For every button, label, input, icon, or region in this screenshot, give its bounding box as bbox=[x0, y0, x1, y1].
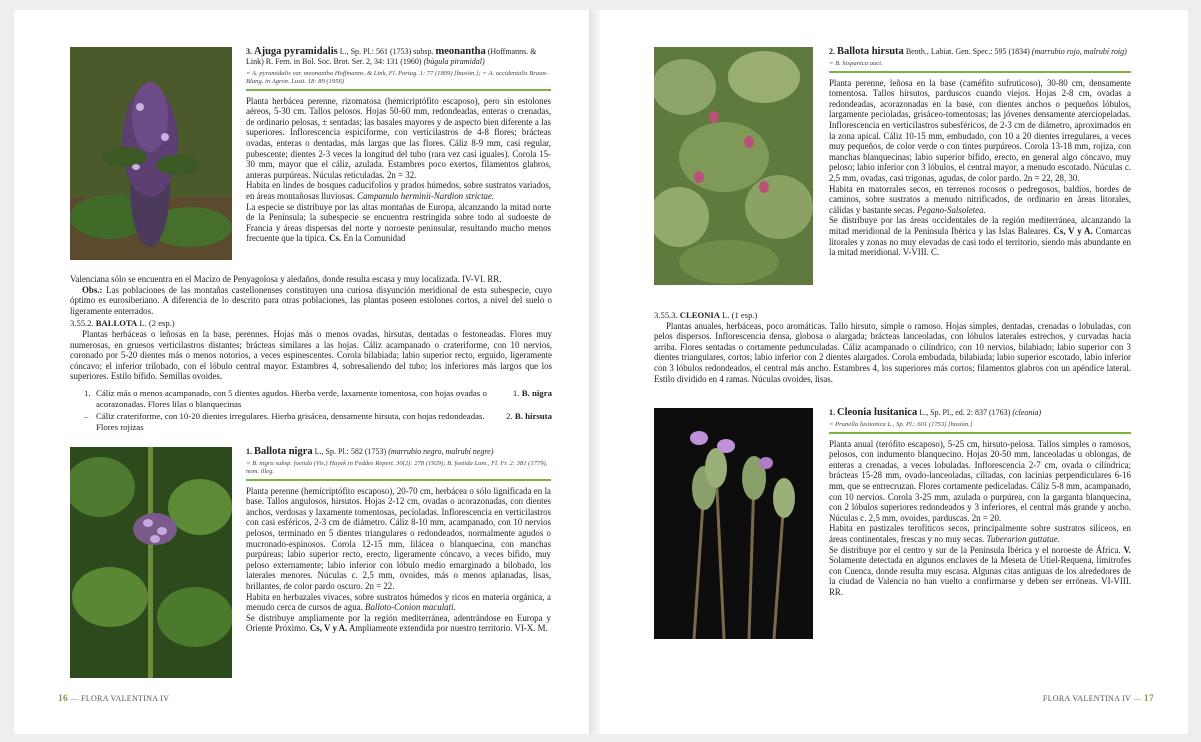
description: Planta anual (terófito escaposo), 5-25 cm, hirsuto-pelosa. Tallos simples o ramosos, pelosos, con indumento blanquecino. Hojas 20-50 mm, lanceoladas u oblongas, de enteras a crenadas, a veces lobuladas. Inflorescencia 2-7 cm, ovada o cilíndrica; brácteas 15-28 mm, ovado-lanceoladas, ciliadas, con lacinias perpendiculares 6-16 mm, que se entrecruzan. Flores cortamente pediceladas. Cáliz 5-8 mm, acampanado, con 10 nervios. Corola 3-25 mm, azulada o purpúrea, con la garganta blanquecina, con 2 lóbulos superiores redondeados y 3 inferiores, el central más grande y ancho. Núculas c. 2,5 mm, ovoides, parduscas. 2n = 20. bbox=[829, 438, 1131, 523]
cleonia-genus bbox=[654, 310, 1131, 384]
description: Planta herbácea perenne, rizomatosa (hemicriptófito escaposo), pero sin estolones aéreos, 5-30 cm. Tallos pelosos. Hojas 50-60 mm, redondeadas, enteras o crenadas, de ordinario pelosas, ± sentadas; las basales mayores y de aspecto bien diferente a las superiores. Inflorescencia espiciforme, con verticilastros de 4-8 flores; brácteas ovadas, enteras o dentadas, más largas que las flores. Cáliz 8-9 mm, casi regular, pubescente; dientes 2-3 veces la longitud del tubo (rara vez casi iguales). Corola 15-30 mm, mayor que el cáliz, azulada. Estambres poco exertos, filamentos glabros, anteras purpúreas. Núculas reticuladas. 2n = 32. bbox=[246, 95, 551, 180]
running-title: FLORA VALENTINA IV bbox=[81, 694, 170, 703]
synonyms: = Prunella lusitanica L., Sp. Pl.: 601 (1753) [basión.] bbox=[829, 421, 973, 428]
ballota-nigra-entry bbox=[246, 447, 551, 634]
subspecies-authority: (Hoffmanns. & Link) R. Fern. in Bol. Soc. Brot. Ser. 2, 34: 131 (1960) bbox=[246, 47, 537, 66]
species-name: Cleonia lusitanica bbox=[837, 407, 918, 418]
green-rule bbox=[829, 432, 1131, 434]
distribution: Se distribuye por las áreas occidentales de la región mediterránea, alcanzando la mitad meridional de la Península Ibérica y las Islas Baleares. Cs, V y A. Comarcas litorales y zonas no muy elevadas de casi todo el territorio, siendo más abundante en la mitad meridional. V-VIII. C. bbox=[829, 215, 1132, 258]
species-authority: L., Sp. Pl., ed. 2: 837 (1763) bbox=[919, 408, 1011, 417]
page-number: 16 bbox=[58, 694, 69, 704]
species-authority: L., Sp. Pl.: 561 (1753) subsp. bbox=[339, 47, 434, 56]
book-gutter bbox=[589, 10, 600, 734]
running-title: FLORA VALENTINA IV bbox=[1042, 694, 1131, 703]
green-rule bbox=[246, 89, 551, 91]
synonyms: = B. hispanica auct. bbox=[829, 60, 883, 67]
habitat: Habita en pastizales terofíticos secos, principalmente sobre sustratos silíceos, en áreas continentales, frescas y no muy secas. Tuberarion guttatae. bbox=[829, 523, 1131, 544]
cleonia-lusitanica-entry bbox=[829, 408, 1131, 598]
species-name: Ajuga pyramidalis bbox=[254, 46, 338, 57]
vernacular-name: (búgula piramidal) bbox=[423, 57, 485, 66]
species-number: 2. bbox=[829, 47, 835, 56]
species-authority: L., Sp. Pl.: 582 (1753) bbox=[314, 447, 387, 456]
distribution: Se distribuye por el centro y sur de la Península Ibérica y el noroeste de África. V. Solamente detectada en algunos enclaves de la Meseta de Utiel-Requena, limítrofes con Cuenca, donde resulta muy escasa. Algunas citas antiguas de los alrededores de la ciudad de Valencia no han vuelto a confirmarse y deben ser erróneas. VI-VIII. RR. bbox=[829, 544, 1131, 597]
synonyms: = A. pyramidalis var. meonantha Hoffmanns. & Link, Fl. Portug. 1: 77 (1809) [basión.]; = A. occidentalis Braun-Blang. in Agron. Lusit. 18: 89 (1956) bbox=[246, 70, 548, 85]
species-name: Ballota nigra bbox=[254, 446, 313, 457]
vernacular-name: (marrubio negro, malrubí negre) bbox=[388, 447, 494, 456]
key-couplet: 1. Cáliz más o menos acampanado, con 5 dientes agudos. Hierba verde, laxamente tomentosa, con hojas ovadas o acorazonadas. Flores lilas o blanquecinas 1. B. nigra bbox=[84, 387, 552, 409]
distribution: La especie se distribuye por las altas montañas de Europa, alcanzando la mitad norte de la Península; la subespecie se encuentra restringida sobre todo al sudoeste de Francia y áreas dispersas del norte y noroeste peninsular, resultando mucho menos frecuente que la típica. Cs. En la Comunidad bbox=[246, 201, 551, 244]
key-couplet: – Cáliz crateriforme, con 10-20 dientes irregulares. Hierba grisácea, densamente hirsuta, con hojas redondeadas. Flores rojizas 2. B. hirsuta bbox=[84, 411, 552, 432]
ballota-hirsuta-photo bbox=[654, 47, 813, 285]
vernacular-name: (marrubio rojo, malrubí roig) bbox=[1031, 47, 1127, 56]
species-number: 1. bbox=[829, 408, 835, 417]
cleonia-photo bbox=[654, 408, 813, 639]
ajuga-entry bbox=[246, 47, 551, 244]
distribution: Se distribuye ampliamente por la región mediterránea, adentrándose en Europa y Oriente Próximo. Cs, V y A. Ampliamente extendida por nuestro territorio. VI-X. M. bbox=[246, 612, 551, 634]
page-number: 17 bbox=[1143, 694, 1154, 704]
genus-heading: 3.55.3. CLEONIA L. (1 esp.) bbox=[654, 310, 758, 320]
species-name: Ballota hirsuta bbox=[837, 46, 904, 57]
page-footer: 16 — FLORA VALENTINA IV bbox=[58, 694, 170, 704]
genus-description: Plantas anuales, herbáceas, poco aromáticas. Tallo hirsuto, simple o ramoso. Hojas simples, dentadas, crenadas o lobuladas, con pelos dispersos. Inflorescencia densa, globosa o alargada; brácteas lanceoladas, con lóbulos laterales estrechos, y curvadas hacia arriba. Flores sentadas o cortamente pedunculadas. Cáliz acampanado o cilíndrico, con 10 nervios, bilabiado; labio superior con 3 dientes triangulares, cortos; labio inferior con 2 dientes alargados. Corola embudada, bilabiada; labio superior escotado, labio inferior con 3 lóbulos redondeados, el central más ancho. Estambres 4, los superiores más cortos; filamentos glabros con un apéndice lateral. Estilo dividido en 4 ramas. Núculas ovoides, lisas. bbox=[654, 320, 1131, 384]
green-rule bbox=[246, 479, 551, 481]
genus-heading: 3.55.2. BALLOTA L. (2 esp.) bbox=[70, 318, 175, 329]
green-rule bbox=[829, 71, 1131, 73]
habitat: Habita en lindes de bosques caducifolios y prados húmedos, sobre sustratos variados, en áreas montañosas lluviosas. Campanulo herminii-Nardion strictae. bbox=[246, 180, 551, 201]
observations: Obs.: Las poblaciones de las montañas castellonenses constituyen una curiosa disyunción meridional de esta subespecie, cuyo óptimo es eurosiberiano. A diferencia de lo descrito para otras poblaciones, las plantas poseen estolones cortos, a nivel del suelo o ligeramente enterrados. bbox=[70, 284, 552, 316]
ballota-hirsuta-entry bbox=[829, 47, 1131, 258]
ballota-nigra-photo bbox=[70, 447, 232, 678]
ajuga-photo bbox=[70, 47, 232, 260]
right-page bbox=[600, 10, 1188, 734]
left-page bbox=[14, 10, 589, 734]
identification-key bbox=[84, 388, 552, 432]
synonyms: = B. nigra subsp. foetida (Vis.) Hayek in Feddes Repert. 30(2): 278 (1929); B. foetida Lam., Fl. Fr. 2: 381 (1779), nom. illeg. bbox=[246, 460, 548, 475]
habitat: Habita en matorrales secos, en terrenos rocosos o pedregosos, baldíos, bordes de caminos, sobre sustratos a menudo nitrificados, de ordinario en áreas litorales, cálidas y bastante secas. Pegano-Salsoletea. bbox=[829, 183, 1131, 215]
description: Planta perenne (hemicriptófito escaposo), 20-70 cm, herbácea o sólo lignificada en la base. Tallos angulosos, hirsutos. Hojas 2-12 cm, ovadas o acorazonadas, con dientes anchos, verdosas y laxamente tomentosas, pecioladas. Inflorescencia en verticilastros con casi esféricos, 2-3 cm de diámetro. Cáliz 8-10 mm, acampanado, con 10 nervios pelosos, terminado en 5 dientes triangulares o redondeados, normalmente agudos o mucronado-espinosos. Corola 12-15 mm, lilácea o blanquecina, con manchas purpúreas; labio superior recto, erecto, ligeramente cóncavo, a veces bífido, muy peloso externamente; labio inferior con lóbulo medio emarginado a bilobado, los laterales menores. Núculas c. 2,5 mm, ovoides, más o menos aplanadas, lisas, brillantes, de color pardo oscuro. 2n = 22. bbox=[246, 485, 551, 591]
page-footer: FLORA VALENTINA IV — 17 bbox=[1042, 694, 1154, 704]
genus-description: Plantas herbáceas o leñosas en la base, perennes. Hojas más o menos ovadas, hirsutas, dentadas o festoneadas. Flores muy numerosas, en gruesos verticilastros distantes; brácteas similares a las hojas. Cáliz acampanado o crateriforme, con 10 nervios, coronado por 5-20 dientes más o menos notorios, a veces espinescentes. Corola bilabiada; labio superior recto, erguido, ligeramente cóncavo; el inferior trilobado, con el lóbulo central mayor. Estambres 4, sobresaliendo del tubo; los inferiores más largos que los superiores. Estilo bífido. Semillas ovoides. bbox=[70, 328, 552, 382]
species-number: 1. bbox=[246, 447, 252, 456]
ajuga-continuation bbox=[70, 274, 552, 432]
species-number: 3. bbox=[246, 47, 252, 56]
subspecies-name: meonantha bbox=[435, 46, 486, 57]
description: Planta perenne, leñosa en la base (caméfito sufruticoso), 30-80 cm, densamente tomentosa. Tallos hirsutos, parduscos cuando viejos. Hojas 2-8 cm, ovadas a redondeadas, acorazonadas en la base, con dientes anchos o pequeños lóbulos, largamente pecioladas, grisáceo-tomentosas; las jóvenes densamente aterciopeladas. Inflorescencia en verticilastros subesféricos, de 2-3 cm de diámetro, aproximados en la zona apical. Cáliz 10-15 mm, embudado, con 10 a 20 dientes irregulares, a veces muy pequeños, de color verde o con tintes purpúreos. Corola 13-18 mm, rojiza, con manchas blanquecinas; labio superior bífido, erecto, en general algo cóncavo, muy peloso; labio inferior con 3 lóbulos, el central mayor, a menudo escotado. Núculas c. 2,5 mm, ovadas, casi trígonas, agudas, de color pardo. 2n = 22, 28, 30. bbox=[829, 77, 1131, 183]
species-authority: Benth., Labiat. Gen. Spec.: 595 (1834) bbox=[905, 47, 1030, 56]
vernacular-name: (cleonia) bbox=[1012, 408, 1042, 417]
distribution-continued: Valenciana sólo se encuentra en el Macizo de Penyagolosa y aledaños, donde resulta escasa y muy localizada. IV-VI. RR. bbox=[70, 274, 502, 284]
habitat: Habita en herbazales vivaces, sobre sustratos húmedos y ricos en materia orgánica, a menudo cerca de cursos de agua. Balloto-Conion maculati. bbox=[246, 591, 551, 613]
